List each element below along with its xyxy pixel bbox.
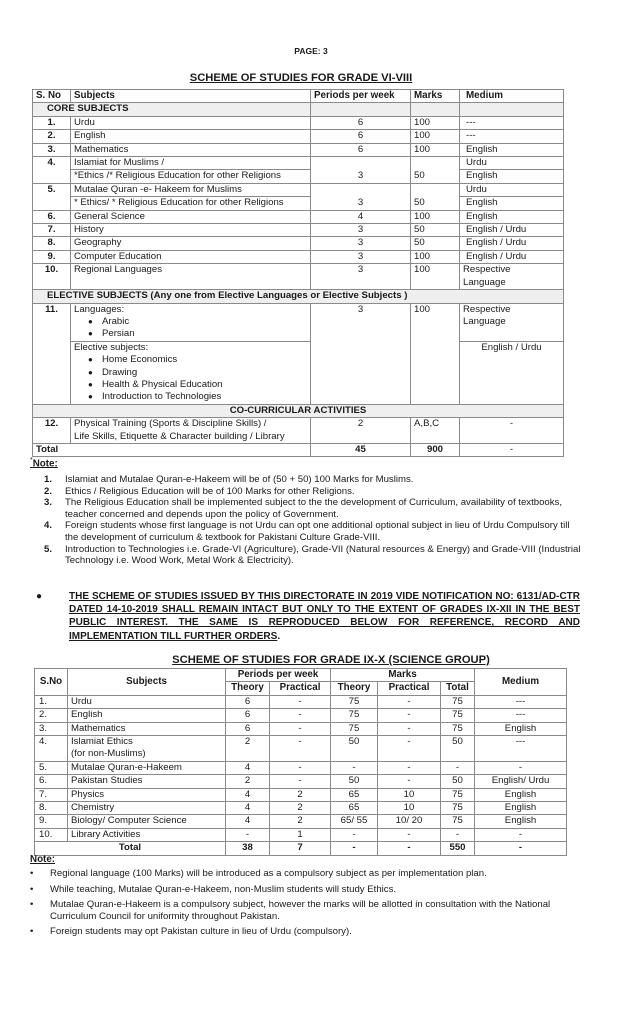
row-periods-practical: - — [270, 722, 331, 735]
row-medium: English / Urdu — [460, 224, 564, 237]
row-medium-b: English — [460, 197, 564, 210]
table-row — [35, 709, 567, 722]
row-sno: 8. — [33, 237, 71, 250]
row-periods-theory: - — [226, 828, 270, 841]
table-row-continued — [33, 170, 564, 183]
table-row — [35, 828, 567, 841]
row-marks: 100 — [411, 264, 460, 290]
grade-vi-viii-title: SCHEME OF STUDIES FOR GRADE VI-VIII — [189, 72, 413, 84]
row-medium-b: Language — [463, 276, 506, 288]
row-subject-b: * Ethics/ * Religious Education for other Religions — [71, 197, 311, 210]
row-sno: 10. — [35, 828, 68, 841]
notice-end: . — [277, 630, 281, 642]
col-header-marks: Marks — [331, 669, 475, 682]
row-marks: 100 — [411, 303, 460, 404]
row-marks: 100 — [411, 210, 460, 223]
row-subject: Chemistry — [68, 802, 226, 815]
row-medium: English/ Urdu — [475, 775, 567, 788]
row-marks-total: 75 — [441, 815, 475, 828]
row-marks-practical: 10 — [378, 788, 441, 801]
table-row — [33, 210, 564, 223]
row-subject-b: Life Skills, Etiquette & Character building / Library — [74, 430, 285, 442]
list-item: ● Home Economics — [88, 354, 307, 366]
col-header-subjects: Subjects — [71, 90, 311, 103]
row-sno: 4. — [33, 157, 71, 184]
row-marks-theory: - — [331, 828, 378, 841]
note-text: Foreign students whose first language is not Urdu can opt one additional optional subject in lieu of Urdu Compulsory till the development of curriculum & textbook for Pakistani Culture Grade-VIII. — [65, 520, 570, 543]
empty-cell — [411, 103, 460, 116]
row-periods-practical: - — [270, 775, 331, 788]
row-periods-theory: 6 — [226, 695, 270, 708]
row-medium: English — [475, 802, 567, 815]
row-medium-a: Respective — [463, 303, 511, 315]
row-marks-practical: 10 — [378, 802, 441, 815]
row-periods: 6 — [311, 130, 411, 143]
col-header-marks-total: Total — [441, 682, 475, 695]
row-periods-theory: 4 — [226, 761, 270, 774]
row-marks-total: 75 — [441, 802, 475, 815]
row-periods: 3 — [311, 250, 411, 263]
table-row — [35, 761, 567, 774]
row-sno: 12. — [33, 418, 71, 444]
note-number: 3. — [44, 497, 53, 509]
row-marks-total: 75 — [441, 709, 475, 722]
row-subject: Mutalae Quran-e-Hakeem — [68, 761, 226, 774]
section-label-elective: ELECTIVE SUBJECTS (Any one from Elective Languages or Elective Subjects ) — [33, 290, 564, 303]
elective-subjects-cell — [71, 341, 311, 404]
row-medium: - — [475, 828, 567, 841]
row-sno: 1. — [33, 116, 71, 129]
total-medium: - — [475, 842, 567, 855]
table-row — [33, 224, 564, 237]
row-medium-a: Respective — [463, 264, 511, 276]
row-sno: 7. — [35, 788, 68, 801]
col-header-periods: Periods per week — [311, 90, 411, 103]
table-row — [35, 695, 567, 708]
total-marks-total: 550 — [441, 842, 475, 855]
row-sno: 3. — [33, 143, 71, 156]
row-periods: 3 — [311, 183, 411, 210]
row-medium — [460, 264, 564, 290]
table-row-elective-languages — [33, 303, 564, 341]
row-subject: English — [71, 130, 311, 143]
row-marks-practical: - — [378, 722, 441, 735]
empty-cell — [311, 103, 411, 116]
col-header-marks-theory: Theory — [331, 682, 378, 695]
row-marks-total: 75 — [441, 788, 475, 801]
row-medium: English / Urdu — [460, 341, 564, 404]
note-number: 5. — [44, 543, 53, 555]
col-header-periods-practical: Practical — [270, 682, 331, 695]
row-marks-theory: 65 — [331, 788, 378, 801]
row-sno: 2. — [35, 709, 68, 722]
total-marks-theory: - — [331, 842, 378, 855]
row-medium: English — [460, 143, 564, 156]
row-marks-practical: - — [378, 761, 441, 774]
total-label: Total — [35, 842, 226, 855]
row-periods: 3 — [311, 237, 411, 250]
col-header-marks-practical: Practical — [378, 682, 441, 695]
note-item — [44, 497, 584, 520]
row-sno: 9. — [35, 815, 68, 828]
note-number: 1. — [44, 474, 53, 485]
table-row — [33, 237, 564, 250]
table-row — [33, 143, 564, 156]
row-periods-theory: 6 — [226, 709, 270, 722]
row-subject: Geography — [71, 237, 311, 250]
row-marks-practical: - — [378, 828, 441, 841]
table-header-row — [35, 669, 567, 682]
row-marks-theory: 50 — [331, 736, 378, 762]
note-text: Ethics / Religious Education will be of 100 Marks for other Religions. — [65, 485, 355, 497]
row-periods-practical: - — [270, 695, 331, 708]
row-periods-practical: 2 — [270, 815, 331, 828]
row-medium: --- — [475, 736, 567, 762]
row-marks-practical: - — [378, 775, 441, 788]
table-header-row — [33, 90, 564, 103]
bullet-icon: ● — [36, 591, 43, 602]
row-marks-theory: 65 — [331, 802, 378, 815]
note-item: • Mutalae Quran-e-Hakeem is a compulsory subject, however the marks will be allotted in consultation with the National Curriculum Council for uniformity throughout Pakistan. — [30, 899, 590, 922]
row-marks: 100 — [411, 130, 460, 143]
row-marks: A,B,C — [411, 418, 460, 444]
row-medium: - — [475, 761, 567, 774]
row-subject-a: Islamiat for Muslims / — [71, 157, 311, 170]
col-header-medium: Medium — [460, 90, 564, 103]
grade-vi-viii-table — [32, 89, 564, 457]
row-periods-theory: 6 — [226, 722, 270, 735]
row-periods: 3 — [311, 224, 411, 237]
row-sno: 4. — [35, 736, 68, 762]
row-sno: 10. — [33, 264, 71, 290]
total-medium: - — [460, 443, 564, 456]
total-periods: 45 — [311, 443, 411, 456]
row-sno: 9. — [33, 250, 71, 263]
row-subject: General Science — [71, 210, 311, 223]
row-medium: English / Urdu — [460, 250, 564, 263]
note-item — [44, 520, 584, 543]
row-periods-practical: 2 — [270, 788, 331, 801]
row-subject: Pakistan Studies — [68, 775, 226, 788]
row-medium: English / Urdu — [460, 237, 564, 250]
table-row — [33, 264, 564, 290]
note-item: • Foreign students may opt Pakistan culture in lieu of Urdu (compulsory). — [30, 926, 590, 938]
note-asterisk: * — [30, 457, 33, 464]
row-marks-theory: 50 — [331, 775, 378, 788]
total-row — [35, 842, 567, 855]
row-medium-b: English — [460, 170, 564, 183]
note-text: The Religious Education shall be implemented subject to the the development of Curriculum, availability of textbooks, teacher concerned and depends upon the policy of Government. — [65, 497, 563, 520]
row-periods-theory: 4 — [226, 815, 270, 828]
row-subject — [68, 736, 226, 762]
row-marks: 50 — [411, 157, 460, 184]
row-marks-practical: 10/ 20 — [378, 815, 441, 828]
table-row — [35, 736, 567, 762]
row-subject — [71, 418, 311, 444]
section-label-cocurricular: CO-CURRICULAR ACTIVITIES — [33, 404, 564, 417]
row-periods: 4 — [311, 210, 411, 223]
row-subject: Regional Languages — [71, 264, 311, 290]
grade-ix-x-title: SCHEME OF STUDIES FOR GRADE IX-X (SCIENCE GROUP) — [172, 654, 490, 666]
table-row — [33, 418, 564, 444]
col-header-periods-theory: Theory — [226, 682, 270, 695]
row-subject: Library Activities — [68, 828, 226, 841]
grade-ix-x-table — [34, 668, 567, 856]
note-number: 2. — [44, 485, 53, 497]
notes-list-2 — [30, 868, 590, 942]
table-row — [35, 802, 567, 815]
col-header-periods: Periods per week — [226, 669, 331, 682]
row-subject-a: Mutalae Quran -e- Hakeem for Muslims — [71, 183, 311, 196]
row-marks-theory: 75 — [331, 722, 378, 735]
note-heading-2: Note: — [30, 854, 56, 865]
note-item: • Regional language (100 Marks) will be introduced as a compulsory subject as per implementation plan. — [30, 868, 590, 880]
row-periods-practical: - — [270, 736, 331, 762]
total-label: Total — [33, 443, 311, 456]
total-row — [33, 443, 564, 456]
row-subject-a: Physical Training (Sports & Discipline Skills) / — [74, 418, 267, 430]
row-subject: Mathematics — [71, 143, 311, 156]
row-periods: 6 — [311, 116, 411, 129]
row-marks-theory: - — [331, 761, 378, 774]
row-subject-b: *Ethics /* Religious Education for other Religions — [71, 170, 311, 183]
section-row-cocurricular — [33, 404, 564, 417]
row-subject: Urdu — [68, 695, 226, 708]
row-periods-practical: 2 — [270, 802, 331, 815]
row-sno: 2. — [33, 130, 71, 143]
row-sno: 1. — [35, 695, 68, 708]
row-medium-a: Urdu — [460, 183, 564, 196]
table-row — [35, 788, 567, 801]
col-header-subjects: Subjects — [68, 669, 226, 696]
row-subject: Mathematics — [68, 722, 226, 735]
row-subject: English — [68, 709, 226, 722]
notes-list-1 — [44, 474, 584, 567]
total-marks: 900 — [411, 443, 460, 456]
note-item — [44, 474, 584, 486]
row-periods-practical: - — [270, 709, 331, 722]
table-row — [35, 775, 567, 788]
note-item: • While teaching, Mutalae Quran-e-Hakeem, non-Muslim students will study Ethics. — [30, 884, 590, 896]
section-row-core — [33, 103, 564, 116]
row-medium: --- — [475, 709, 567, 722]
total-periods-theory: 38 — [226, 842, 270, 855]
row-marks: 100 — [411, 143, 460, 156]
table-row — [35, 722, 567, 735]
list-item: ● Introduction to Technologies — [88, 391, 307, 403]
row-medium: - — [460, 418, 564, 444]
table-row — [33, 116, 564, 129]
row-marks: 100 — [411, 250, 460, 263]
row-marks-total: - — [441, 761, 475, 774]
list-item: ● Health & Physical Education — [88, 379, 307, 391]
note-heading-1 — [30, 457, 58, 469]
row-subject: Physics — [68, 788, 226, 801]
notice-text: THE SCHEME OF STUDIES ISSUED BY THIS DIRECTORATE IN 2019 VIDE NOTIFICATION NO: 6131/AD-CTR DATED 14-10-2019 SHALL REMAIN INTACT BUT ONLY TO THE EXTENT OF GRADES IX-XII IN THE BEST PUBLIC INTEREST. THE SAME IS REPRODUCED BELOW FOR REFERENCE, RECORD AND IMPLEMENTATION TILL FURTHER ORDERS — [69, 591, 580, 642]
table-row-continued — [33, 197, 564, 210]
section-label-core: CORE SUBJECTS — [33, 103, 311, 116]
total-marks-practical: - — [378, 842, 441, 855]
row-subject: History — [71, 224, 311, 237]
row-marks: 50 — [411, 183, 460, 210]
table-row — [33, 130, 564, 143]
list-item: ● Arabic — [88, 316, 307, 328]
row-sno: 6. — [33, 210, 71, 223]
row-sno: 3. — [35, 722, 68, 735]
col-header-sno: S.No — [35, 669, 68, 696]
note-text: Introduction to Technologies i.e. Grade-VI (Agriculture), Grade-VII (Natural resources & Energy) and Grade-VIII (Industrial Technology i.e. Wood Work, Metal Work & Electricity). — [65, 543, 581, 567]
row-marks-theory: 75 — [331, 709, 378, 722]
row-marks-total: 50 — [441, 775, 475, 788]
row-marks-practical: - — [378, 709, 441, 722]
row-periods: 3 — [311, 157, 411, 184]
list-item: ● Drawing — [88, 367, 307, 379]
row-periods-theory: 2 — [226, 736, 270, 762]
row-sno: 5. — [35, 761, 68, 774]
row-medium — [460, 303, 564, 341]
empty-cell — [460, 103, 564, 116]
row-periods-practical: - — [270, 761, 331, 774]
row-periods-practical: 1 — [270, 828, 331, 841]
col-header-medium: Medium — [475, 669, 567, 696]
table-row — [33, 157, 564, 170]
row-periods-theory: 4 — [226, 802, 270, 815]
col-header-marks: Marks — [411, 90, 460, 103]
row-subject: Computer Education — [71, 250, 311, 263]
table-row — [33, 250, 564, 263]
row-marks: 100 — [411, 116, 460, 129]
row-medium: English — [460, 210, 564, 223]
row-medium: --- — [460, 130, 564, 143]
row-sno: 7. — [33, 224, 71, 237]
notice-body — [69, 590, 580, 643]
row-marks-total: 75 — [441, 695, 475, 708]
elective-languages-list — [74, 316, 307, 341]
row-subject: Urdu — [71, 116, 311, 129]
table-row — [35, 815, 567, 828]
page-number: PAGE: 3 — [294, 46, 328, 56]
row-medium: English — [475, 722, 567, 735]
row-marks-theory: 65/ 55 — [331, 815, 378, 828]
row-subject-b: (for non-Muslims) — [71, 748, 146, 760]
note-item — [44, 486, 584, 498]
note-number: 4. — [44, 520, 53, 532]
elective-languages-label: Languages: — [74, 303, 125, 315]
row-marks-total: 75 — [441, 722, 475, 735]
row-medium: --- — [460, 116, 564, 129]
elective-languages-cell — [71, 303, 311, 341]
row-marks-theory: 75 — [331, 695, 378, 708]
note-heading-text: Note: — [32, 458, 58, 470]
row-periods-theory: 2 — [226, 775, 270, 788]
total-periods-practical: 7 — [270, 842, 331, 855]
row-medium: --- — [475, 695, 567, 708]
row-sno: 5. — [33, 183, 71, 210]
elective-subjects-list — [74, 354, 307, 404]
row-marks: 50 — [411, 237, 460, 250]
elective-subjects-label: Elective subjects: — [74, 341, 149, 353]
row-periods: 6 — [311, 143, 411, 156]
row-subject-a: Islamiat Ethics — [71, 736, 133, 748]
row-subject: Biology/ Computer Science — [68, 815, 226, 828]
row-marks-total: - — [441, 828, 475, 841]
row-sno: 11. — [33, 303, 71, 404]
note-text: Islamiat and Mutalae Quran-e-Hakeem will be of (50 + 50) 100 Marks for Muslims. — [65, 474, 414, 485]
directorate-notice — [36, 590, 580, 643]
row-marks: 50 — [411, 224, 460, 237]
col-header-sno: S. No — [33, 90, 71, 103]
row-periods: 2 — [311, 418, 411, 444]
note-item — [44, 544, 584, 567]
row-medium-a: Urdu — [460, 157, 564, 170]
row-sno: 6. — [35, 775, 68, 788]
table-row — [33, 183, 564, 196]
row-periods: 3 — [311, 264, 411, 290]
row-periods-theory: 4 — [226, 788, 270, 801]
row-medium: English — [475, 788, 567, 801]
row-marks-practical: - — [378, 736, 441, 762]
row-periods: 3 — [311, 303, 411, 404]
section-row-elective — [33, 290, 564, 303]
list-item: ● Persian — [88, 328, 307, 340]
row-medium: English — [475, 815, 567, 828]
table-row-elective-subjects — [33, 341, 564, 404]
row-marks-practical: - — [378, 695, 441, 708]
row-marks-total: 50 — [441, 736, 475, 762]
row-sno: 8. — [35, 802, 68, 815]
row-medium-b: Language — [463, 315, 506, 327]
